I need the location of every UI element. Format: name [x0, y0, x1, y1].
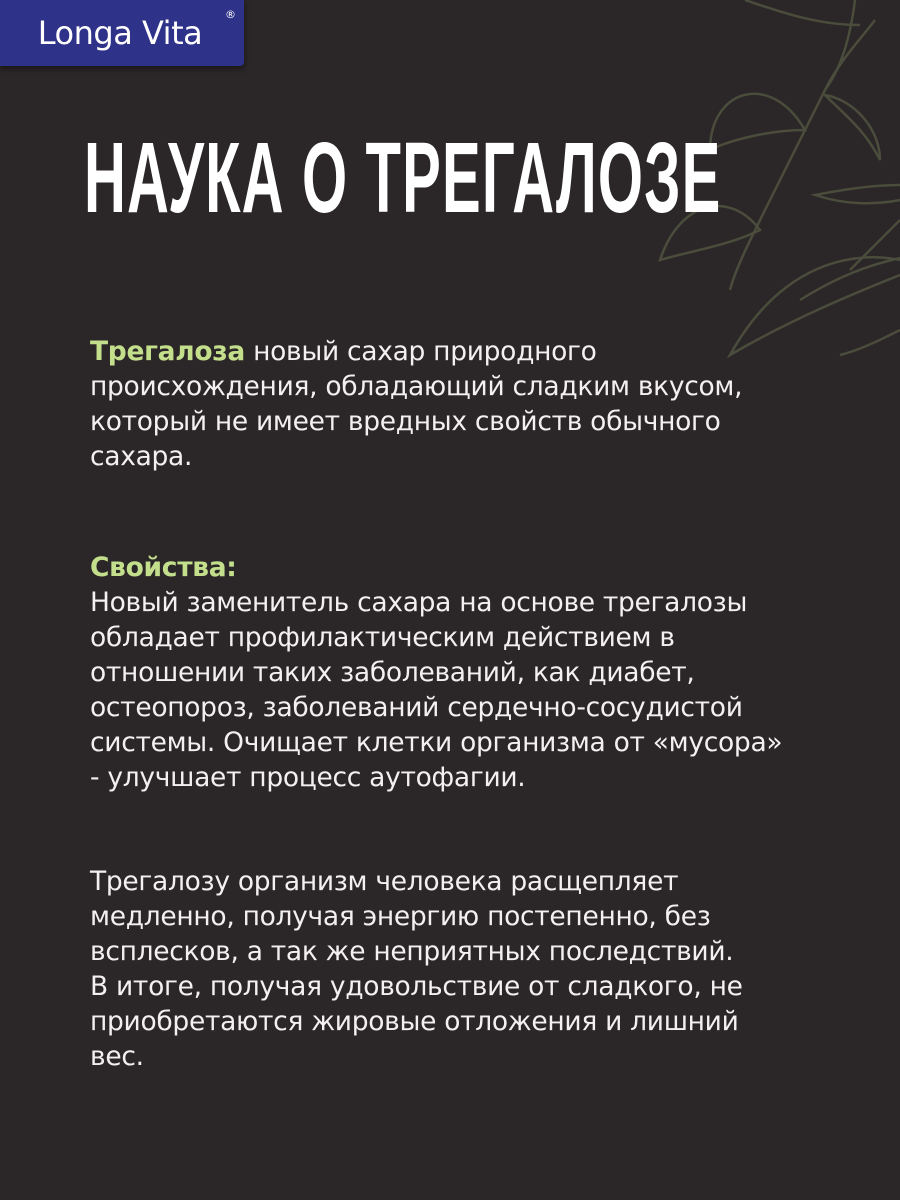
- summary-line-6: вес.: [90, 1041, 144, 1072]
- properties-line-5: системы. Очищает клетки организма от «мусора»: [90, 727, 783, 758]
- intro-paragraph: [90, 334, 850, 474]
- summary-line-3: всплесков, а так же неприятных последствий.: [90, 936, 734, 967]
- properties-line-4: остеопороз, заболеваний сердечно-сосудистой: [90, 692, 743, 723]
- properties-line-3: отношении таких заболеваний, как диабет,: [90, 657, 695, 688]
- intro-line-3: который не имеет вредных свойств обычного: [90, 406, 721, 437]
- summary-line-2: медленно, получая энергию постепенно, без: [90, 901, 711, 932]
- summary-paragraph: [90, 864, 850, 1074]
- summary-line-4: В итоге, получая удовольствие от сладкого, не: [90, 971, 743, 1002]
- properties-line-2: обладает профилактическим действием в: [90, 622, 675, 653]
- properties-heading: Свойства:: [90, 552, 237, 583]
- page-title: НАУКА О ТРЕГАЛОЗЕ: [84, 122, 722, 234]
- properties-paragraph: [90, 550, 850, 795]
- intro-line-2: происхождения, обладающий сладким вкусом,: [90, 371, 743, 402]
- registered-mark: ®: [225, 8, 236, 21]
- summary-line-5: приобретаются жировые отложения и лишний: [90, 1006, 739, 1037]
- highlight-term: Трегалоза: [90, 336, 245, 367]
- properties-line-6: - улучшает процесс аутофагии.: [90, 762, 526, 793]
- brand-logo: [0, 0, 244, 66]
- logo-text: Longa Vita: [37, 14, 203, 52]
- intro-line-4: сахара.: [90, 441, 193, 472]
- summary-line-1: Трегалозу организм человека расщепляет: [90, 866, 679, 897]
- intro-line-1: Трегалоза новый сахар природного: [90, 336, 597, 367]
- properties-line-1: Новый заменитель сахара на основе трегалозы: [90, 587, 748, 618]
